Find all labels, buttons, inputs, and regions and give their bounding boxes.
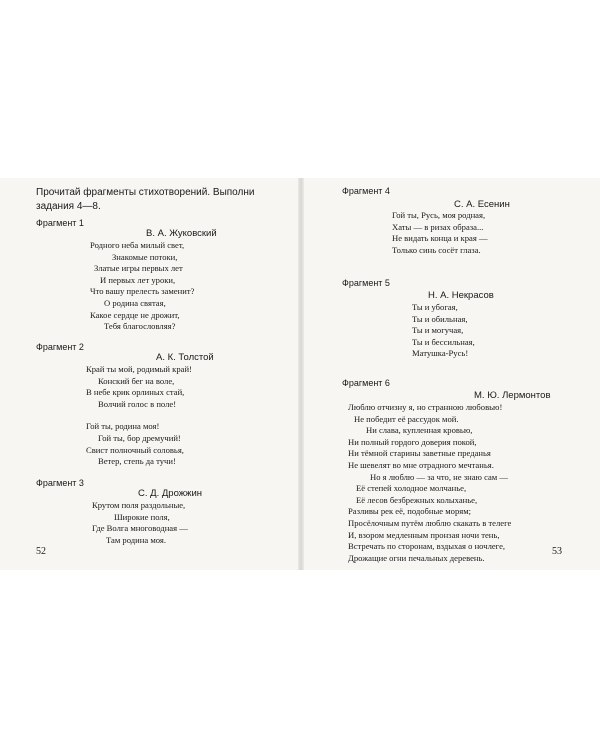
fragment-2-label: Фрагмент 2	[36, 342, 84, 352]
poem-line: Только синь сосёт глаза.	[392, 244, 481, 255]
fragment-3-label: Фрагмент 3	[36, 478, 84, 488]
fragment-5-poem	[412, 302, 475, 360]
poem-line: Гой ты, Русь, моя родная,	[392, 210, 486, 220]
fragment-1-poem	[90, 240, 194, 333]
poem-line: Конский бег на воле,	[98, 375, 175, 386]
poem-line: Ни тёмной старины заветные преданья	[348, 448, 491, 459]
fragment-5-author: Н. А. Некрасов	[428, 290, 494, 301]
fragment-4-label: Фрагмент 4	[342, 186, 390, 196]
fragment-1-label: Фрагмент 1	[36, 218, 84, 228]
poem-line: Хаты — в ризах образа...	[392, 221, 484, 232]
fragment-6-author: М. Ю. Лермонтов	[474, 390, 551, 401]
poem-line: Гой ты, родина моя!	[86, 421, 160, 432]
poem-line: Волчий голос в поле!	[98, 398, 177, 409]
poem-line: Но я люблю — за что, не знаю сам —	[370, 471, 508, 482]
book-gutter	[298, 178, 304, 570]
book-spread	[0, 178, 600, 570]
poem-line: Свист полночный соловья,	[86, 444, 184, 455]
poem-line: Знакомые потоки,	[112, 251, 178, 262]
poem-line: И, взором медленным пронзая ночи тень,	[348, 529, 500, 540]
poem-line: Там родина моя.	[106, 534, 166, 545]
poem-line: Златые игры первых лет	[94, 263, 183, 274]
page-number-right: 53	[552, 546, 562, 557]
poem-line: Встречать по сторонам, вздыхая о ночлеге,	[348, 541, 506, 552]
page-number-left: 52	[36, 546, 46, 557]
poem-line: Матушка-Русь!	[412, 348, 469, 359]
poem-line: Ты и бессильная,	[412, 336, 475, 347]
poem-line: Её степей холодное молчанье,	[356, 483, 467, 494]
fragment-1-author: В. А. Жуковский	[146, 228, 217, 239]
fragment-2-author: А. К. Толстой	[156, 352, 214, 363]
poem-line: Ни слава, купленная кровью,	[366, 425, 473, 436]
poem-line: Широкие поля,	[114, 511, 170, 522]
poem-line: Родного неба милый свет,	[90, 240, 185, 250]
fragment-4-author: С. А. Есенин	[454, 199, 510, 210]
poem-line: Ты и убогая,	[412, 302, 458, 312]
poem-line: Её лесов безбрежных колыханье,	[356, 494, 478, 505]
poem-line: Люблю отчизну я, но странною любовью!	[348, 402, 503, 412]
poem-line: Тебя благословляя?	[104, 321, 176, 332]
poem-line: О родина святая,	[104, 297, 166, 308]
poem-line: И первых лет уроки,	[100, 274, 176, 285]
task-instruction: Прочитай фрагменты стихотворений. Выполни задания 4—8.	[36, 187, 255, 212]
fragment-3-author: С. Д. Дрожжин	[138, 488, 203, 499]
poem-line: Не шевелят во мне отрадного мечтанья.	[348, 459, 494, 470]
fragment-5-label: Фрагмент 5	[342, 278, 390, 288]
poem-line: Ветер, степь да тучи!	[98, 456, 176, 467]
poem-line: Ты и обильная,	[412, 313, 468, 324]
poem-line: Край ты мой, родимый край!	[86, 364, 192, 374]
poem-line: Что вашу прелесть заменит?	[90, 286, 195, 297]
poem-line: Дрожащие огни печальных деревень.	[348, 552, 485, 563]
fragment-6-label: Фрагмент 6	[342, 378, 390, 388]
fragment-4-poem	[392, 210, 488, 256]
poem-line: Просёлочным путём люблю скакать в телеге	[348, 517, 512, 528]
poem-line: В небе крик орлиных стай,	[86, 387, 185, 398]
poem-line: Не видать конца и края —	[392, 233, 488, 244]
poem-line: Ты и могучая,	[412, 325, 464, 336]
poem-line: Крутом поля раздольные,	[92, 500, 186, 510]
poem-line: Гой ты, бор дремучий!	[98, 432, 181, 443]
fragment-2-poem	[86, 364, 192, 468]
stanza-break	[86, 410, 192, 421]
poem-line: Разливы рек её, подобные морям;	[348, 506, 472, 517]
fragment-3-poem	[92, 500, 188, 546]
poem-line: Где Волга многоводная —	[92, 523, 188, 534]
fragment-6-poem	[348, 402, 511, 564]
poem-line: Ни полный гордого доверия покой,	[348, 436, 477, 447]
poem-line: Не победит её рассудок мой.	[354, 413, 459, 424]
poem-line: Какое сердце не дрожит,	[90, 309, 180, 320]
